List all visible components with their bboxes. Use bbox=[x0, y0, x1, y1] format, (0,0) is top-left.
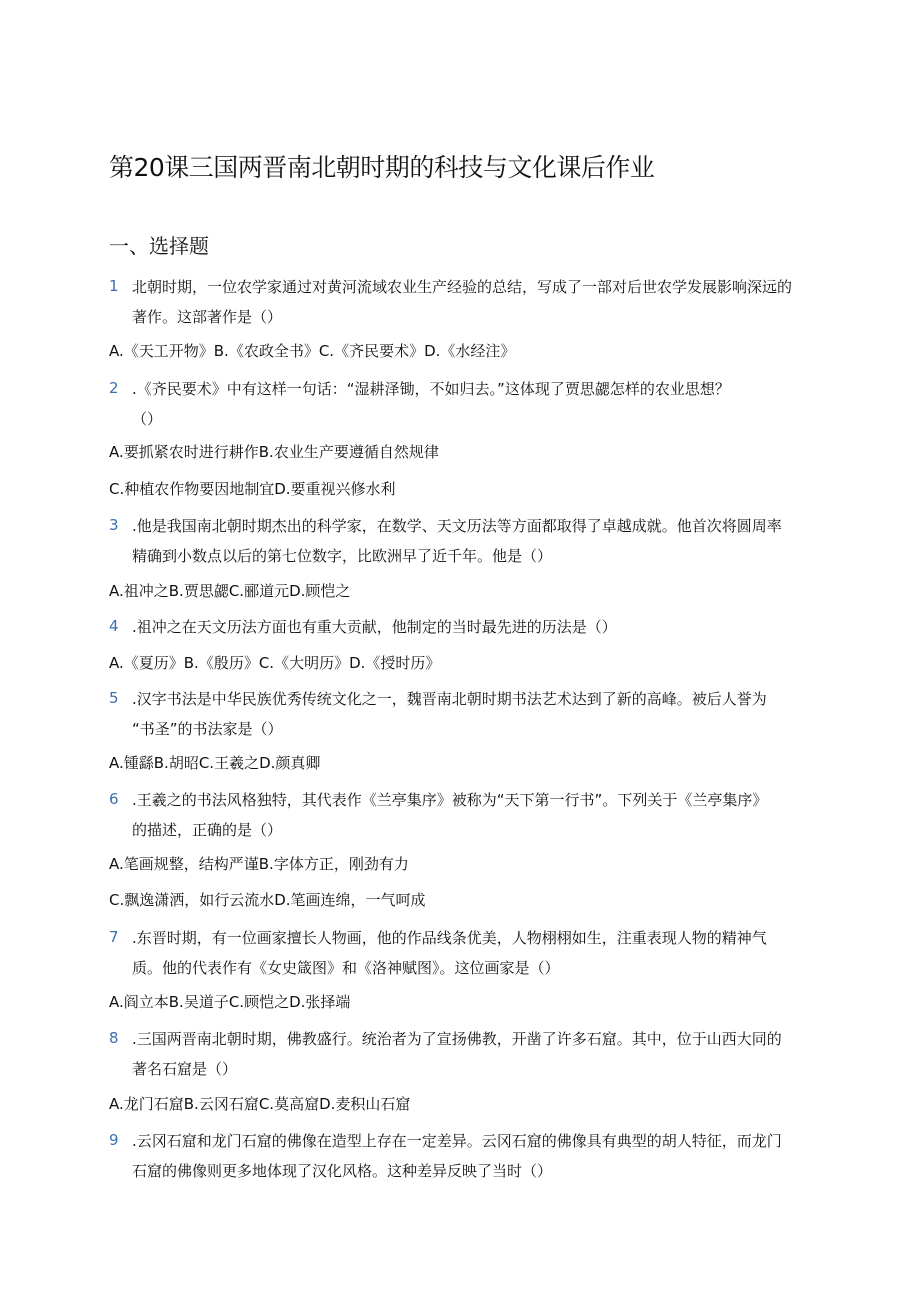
question-number: 6 bbox=[109, 790, 119, 808]
question-options: C.飘逸潇洒，如行云流水D.笔画连绵，一气呵成 bbox=[109, 891, 426, 909]
question-number: 3 bbox=[109, 516, 119, 534]
question-text: .云冈石窟和龙门石窟的佛像在造型上存在一定差异。云冈石窟的佛像具有典型的胡人特征，而龙门 石窟的佛像则更多地体现了汉化风格。这种差异反映了当时（） bbox=[132, 1132, 782, 1180]
question-text: .汉字书法是中华民族优秀传统文化之一，魏晋南北朝时期书法艺术达到了新的高峰。被后人誉为 “书圣”的书法家是（） bbox=[132, 690, 767, 738]
question-text: .祖冲之在天文历法方面也有重大贡献，他制定的当时最先进的历法是（） bbox=[132, 618, 617, 636]
question-options: A.龙门石窟B.云冈石窟C.莫高窟D.麦积山石窟 bbox=[109, 1095, 411, 1113]
question-text: .三国两晋南北朝时期，佛教盛行。统治者为了宣扬佛教，开凿了许多石窟。其中，位于山西大同的 著名石窟是（） bbox=[132, 1030, 782, 1078]
question-options: A.锺繇B.胡昭C.王羲之D.颜真卿 bbox=[109, 754, 321, 772]
question-number: 5 bbox=[109, 689, 119, 707]
question-number: 7 bbox=[109, 928, 119, 946]
question-number: 9 bbox=[109, 1131, 119, 1149]
question-options: A.要抓紧农时进行耕作B.农业生产要遵循自然规律 bbox=[109, 443, 439, 461]
question-options: A.祖冲之B.贾思勰C.郦道元D.顾恺之 bbox=[109, 582, 351, 600]
question-number: 2 bbox=[109, 379, 119, 397]
question-number: 8 bbox=[109, 1029, 119, 1047]
question-text: .《齐民要术》中有这样一句话：“湿耕泽锄，不如归去。”这体现了贾思勰怎样的农业思想？ （） bbox=[132, 380, 730, 428]
question-text: .东晋时期，有一位画家擅长人物画，他的作品线条优美，人物栩栩如生，注重表现人物的精神气 质。他的代表作有《女史箴图》和《洛神赋图》。这位画家是（） bbox=[132, 929, 767, 977]
question-text: .王羲之的书法风格独特，其代表作《兰亭集序》被称为“天下第一行书”。下列关于《兰亭集序》 的描述，正确的是（） bbox=[132, 791, 768, 839]
question-text: 北朝时期，一位农学家通过对黄河流域农业生产经验的总结，写成了一部对后世农学发展影响深远的 著作。这部著作是（） bbox=[132, 278, 793, 326]
question-options: A.笔画规整，结构严谨B.字体方正，刚劲有力 bbox=[109, 855, 409, 873]
question-text: .他是我国南北朝时期杰出的科学家，在数学、天文历法等方面都取得了卓越成就。他首次将圆周率 精确到小数点以后的第七位数字，比欧洲早了近千年。他是（） bbox=[132, 517, 782, 565]
section-heading: 一、选择题 bbox=[109, 234, 209, 258]
question-options: A.《夏历》B.《殷历》C.《大明历》D.《授时历》 bbox=[109, 654, 441, 672]
question-options: A.阎立本B.吴道子C.顾恺之D.张择端 bbox=[109, 993, 351, 1011]
question-options: A.《天工开物》B.《农政全书》C.《齐民要术》D.《水经注》 bbox=[109, 342, 516, 360]
question-number: 1 bbox=[109, 277, 119, 295]
question-options: C.种植农作物要因地制宜D.要重视兴修水利 bbox=[109, 480, 396, 498]
page-title: 第20课三国两晋南北朝时期的科技与文化课后作业 bbox=[109, 153, 655, 182]
question-number: 4 bbox=[109, 617, 119, 635]
